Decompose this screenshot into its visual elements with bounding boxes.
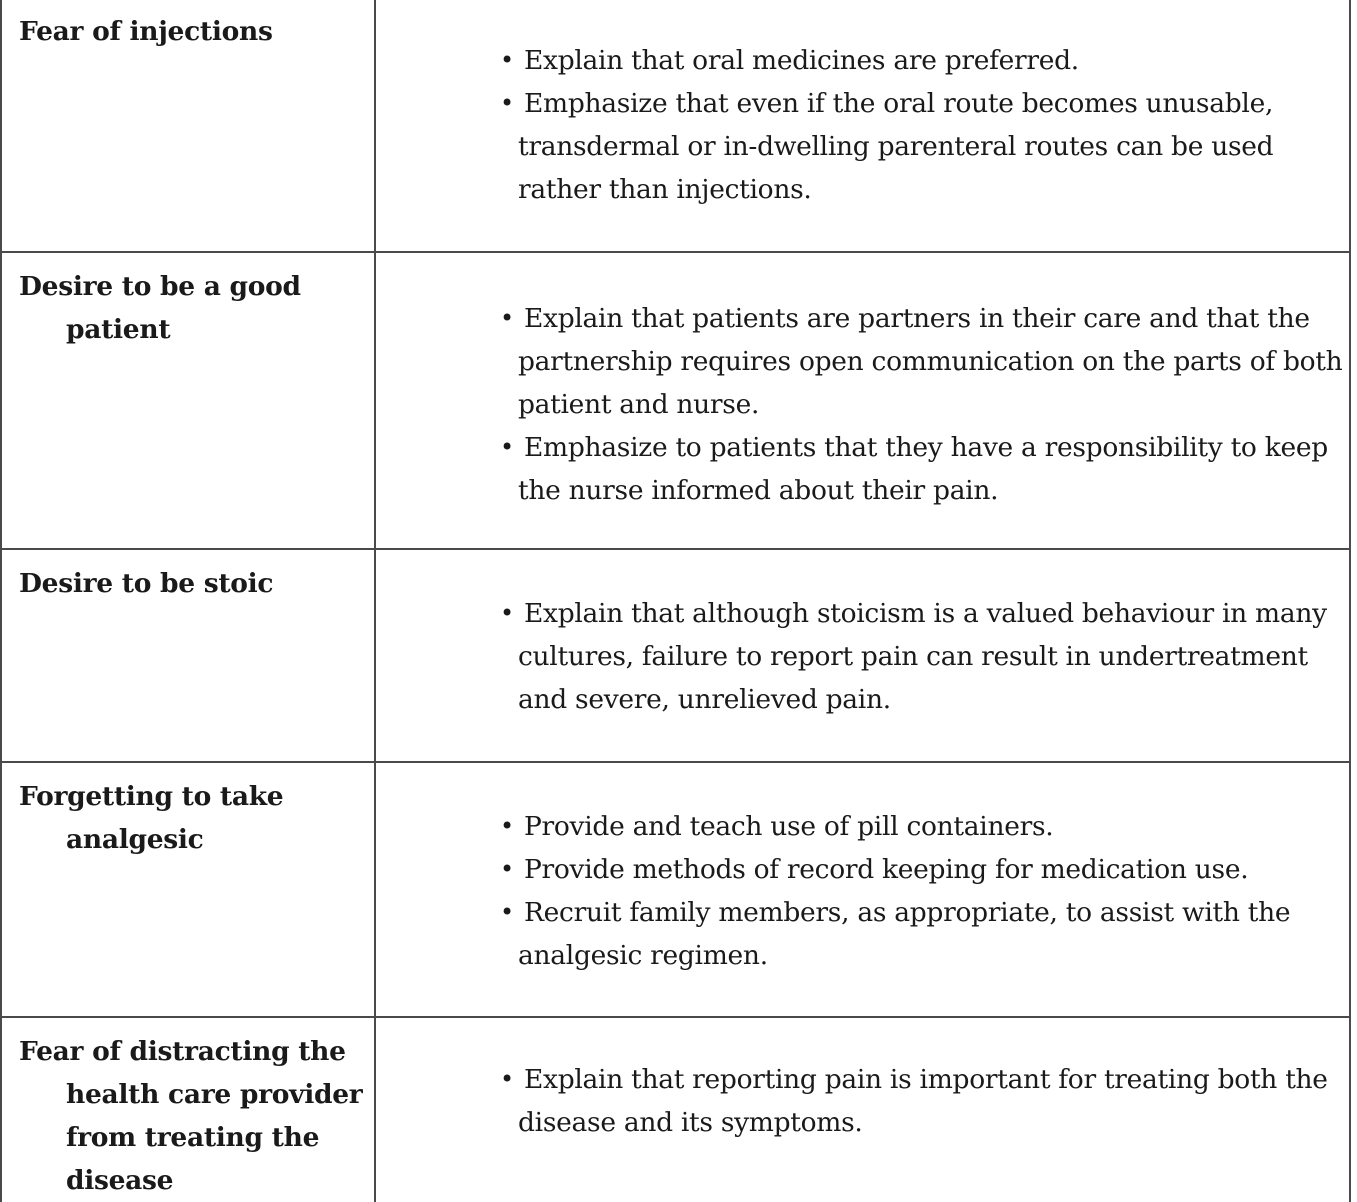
issue-cell [2,1018,376,1202]
table-row [2,0,1349,253]
bullet-icon: • [500,812,514,840]
bullet-icon: • [500,898,514,926]
issue-label: Fear of injections [19,16,273,47]
action-list [376,805,1343,977]
list-item: • Explain that patients are partners in their care and that the partnership requires open communication on the parts of both patient and nurse. [518,297,1343,426]
issue-label: Desire to be stoic [19,568,274,599]
list-item: • Provide methods of record keeping for medication use. [518,848,1343,891]
bullet-icon: • [500,1065,514,1093]
actions-cell [376,1018,1349,1202]
bullet-icon: • [500,46,514,74]
action-list [376,39,1343,211]
bullet-icon: • [500,855,514,883]
bullet-icon: • [500,433,514,461]
list-item: • Emphasize that even if the oral route becomes unusable, transdermal or in-dwelling parenteral routes can be used rather than injections. [518,82,1343,211]
action-list [376,297,1343,512]
table-row [2,253,1349,550]
issue-cell [2,0,376,251]
bullet-icon: • [500,304,514,332]
list-item: • Explain that oral medicines are preferred. [518,39,1343,82]
issue-cell [2,253,376,548]
issue-cell [2,763,376,1016]
table-row [2,1018,1349,1202]
issue-label: Desire to be a good patient [19,271,301,345]
action-list [376,592,1343,721]
bullet-icon: • [500,89,514,117]
issue-cell [2,550,376,761]
action-list [376,1058,1343,1144]
issue-label: Fear of distracting the health care provider from treating the disease [19,1036,363,1196]
list-item: • Explain that although stoicism is a valued behaviour in many cultures, failure to report pain can result in undertreatment and severe, unrelieved pain. [518,592,1343,721]
actions-cell [376,763,1349,1016]
table-row [2,550,1349,763]
issue-label: Forgetting to take analgesic [19,781,284,855]
list-item: • Recruit family members, as appropriate, to assist with the analgesic regimen. [518,891,1343,977]
list-item: • Provide and teach use of pill containers. [518,805,1343,848]
table-row [2,763,1349,1018]
actions-cell [376,253,1349,548]
list-item: • Emphasize to patients that they have a responsibility to keep the nurse informed about their pain. [518,426,1343,512]
actions-cell [376,550,1349,761]
list-item: • Explain that reporting pain is important for treating both the disease and its symptoms. [518,1058,1343,1144]
actions-cell [376,0,1349,251]
bullet-icon: • [500,599,514,627]
